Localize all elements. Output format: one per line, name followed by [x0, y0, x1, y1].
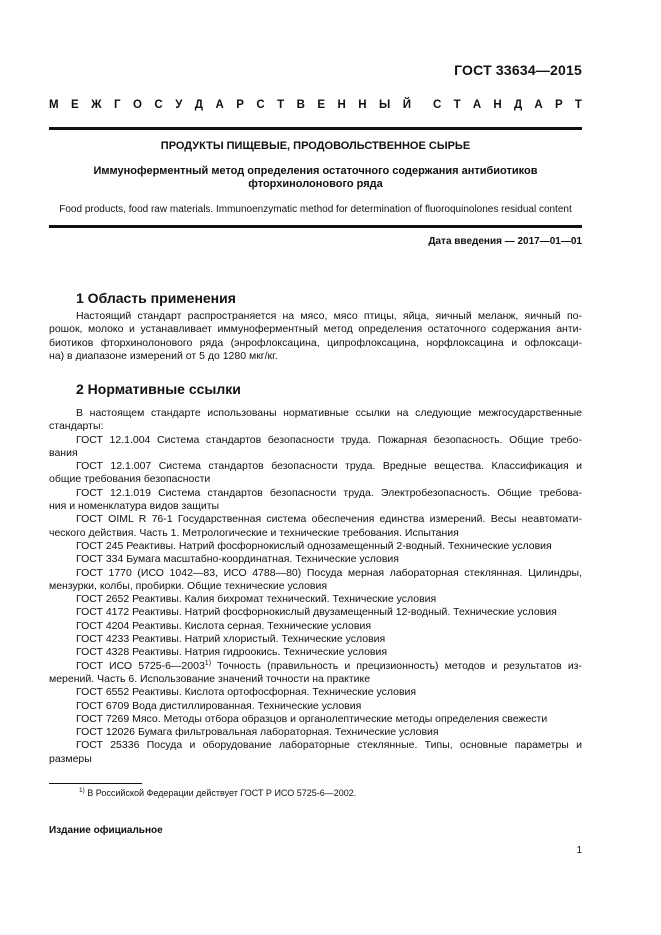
reference-item	[49, 567, 582, 594]
footnote	[79, 788, 356, 798]
reference-item	[49, 553, 582, 566]
reference-line: ГОСТ 7269 Мясо. Методы отбора образцов и органолептические методы определения свежести	[76, 712, 548, 725]
reference-line: ГОСТ 12.1.004 Система стандартов безопасности труда. Пожарная безопасность. Общие требо-	[76, 433, 582, 446]
reference-line: ГОСТ OIML R 76-1 Государственная система обеспечения единства измерений. Весы неавтомати-	[76, 513, 582, 526]
reference-item	[49, 540, 582, 553]
standard-code: ГОСТ 33634—2015	[454, 62, 582, 78]
reference-line: ГОСТ 2652 Реактивы. Калия бихромат технический. Технические условия	[76, 593, 437, 606]
reference-line: ГОСТ 12.1.007 Система стандартов безопасности труда. Вредные вещества. Классификация и	[76, 460, 582, 473]
text-line: рошок, молоко и устанавливает иммуноферментный метод определения остаточного содержания анти-	[49, 323, 582, 336]
section-heading-scope: 1 Область применения	[76, 290, 236, 306]
reference-line: ГОСТ 25336 Посуда и оборудование лабораторные стеклянные. Типы, основные параметры и	[76, 739, 582, 752]
reference-item	[49, 593, 582, 606]
reference-item	[49, 700, 582, 713]
reference-line: общие требования безопасности	[49, 473, 211, 486]
official-edition-label: Издание официальное	[49, 825, 163, 836]
reference-line: ГОСТ 12026 Бумага фильтровальная лабораторная. Технические условия	[76, 726, 439, 739]
reference-line: ГОСТ 4204 Реактивы. Кислота серная. Технические условия	[76, 619, 372, 632]
footnote-text: В Российской Федерации действует ГОСТ Р ИСО 5725-6—2002.	[84, 788, 357, 798]
header-rule	[49, 127, 582, 130]
reference-line: ГОСТ 245 Реактивы. Натрий фосфорнокислый однозамещенный 2-водный. Технические условия	[76, 539, 552, 552]
footnote-mark: 1)	[204, 659, 212, 667]
introduction-date: Дата введения — 2017—01—01	[428, 236, 582, 247]
reference-item	[49, 660, 582, 687]
document-title: ПРОДУКТЫ ПИЩЕВЫЕ, ПРОДОВОЛЬСТВЕННОЕ СЫРЬЕ	[160, 140, 471, 152]
section-heading-normative-references: 2 Нормативные ссылки	[76, 381, 241, 397]
reference-line: ГОСТ 4172 Реактивы. Натрий фосфорнокислый двузамещенный 12-водный. Технические условия	[76, 606, 557, 619]
reference-line: вания	[49, 446, 78, 459]
reference-item	[49, 739, 582, 766]
normative-references-list	[49, 407, 582, 766]
reference-entries	[49, 434, 582, 766]
reference-line: ГОСТ 6552 Реактивы. Кислота ортофосфорная. Технические условия	[76, 686, 417, 699]
reference-item	[49, 487, 582, 514]
document-subtitle	[49, 165, 582, 191]
reference-line: размеры	[49, 752, 92, 765]
reference-text: Точность (правильность и прецизионность) методов и результатов из-	[211, 659, 582, 672]
reference-item	[49, 633, 582, 646]
subtitle-line: Иммуноферментный метод определения остаточного содержания антибиотиков	[93, 165, 538, 177]
text-line: В настоящем стандарте использованы нормативные ссылки на следующие межгосударственные	[76, 407, 582, 419]
reference-code: ГОСТ ИСО 5725-6—2003	[76, 659, 205, 672]
reference-line: мерений. Часть 6. Использование значений точности на практике	[49, 672, 371, 685]
reference-line: ГОСТ 6709 Вода дистиллированная. Технические условия	[76, 699, 362, 712]
text-line: на) в диапазоне измерений от 5 до 1280 мкг/кг.	[49, 349, 278, 362]
text-line: стандарты:	[49, 420, 104, 433]
title-rule	[49, 225, 582, 228]
reference-line: ГОСТ 334 Бумага масштабно-координатная. Технические условия	[76, 553, 399, 566]
reference-line: ческого действия. Часть 1. Метрологические и технические требования. Испытания	[49, 526, 459, 539]
text-line: биотиков фторхинолонового ряда (энрофлоксацина, ципрофлоксацина, норфлоксацина и офлоксаци-	[49, 336, 582, 349]
reference-item	[49, 620, 582, 633]
document-title-english: Food products, food raw materials. Immunoenzymatic method for determination of fluoroquinolones residual content	[59, 204, 572, 215]
reference-item	[49, 713, 582, 726]
page-number: 1	[576, 845, 582, 856]
standard-type-banner	[49, 99, 582, 111]
text-line: Настоящий стандарт распространяется на мясо, мясо птицы, яйца, яичный меланж, яичный по-	[76, 310, 582, 322]
banner-word-interstate: М Е Ж Г О С У Д А Р С Т В Е Н Н Ы Й	[49, 99, 411, 111]
reference-line: ГОСТ 4328 Реактивы. Натрия гидроокись. Технические условия	[76, 646, 388, 659]
scope-paragraph	[49, 310, 582, 363]
reference-line: ГОСТ 1770 (ИСО 1042—83, ИСО 4788—80) Посуда мерная лабораторная стеклянная. Цилиндры,	[76, 566, 582, 579]
reference-item	[49, 513, 582, 540]
banner-word-standard: С Т А Н Д А Р Т	[433, 99, 582, 111]
reference-item	[49, 434, 582, 461]
reference-item	[49, 686, 582, 699]
reference-line: мензурки, колбы, пробирки. Общие технические условия	[49, 579, 328, 592]
reference-line: ГОСТ 4233 Реактивы. Натрий хлористый. Технические условия	[76, 633, 386, 646]
reference-item	[49, 646, 582, 659]
reference-item	[49, 606, 582, 619]
reference-line	[49, 660, 582, 673]
reference-line: ГОСТ 12.1.019 Система стандартов безопасности труда. Электробезопасность. Общие требова-	[76, 486, 582, 499]
footnote-mark: 1)	[79, 787, 85, 794]
reference-line: ния и номенклатура видов защиты	[49, 500, 220, 513]
reference-item	[49, 460, 582, 487]
subtitle-line: фторхинолонового ряда	[248, 178, 383, 190]
footnote-rule	[49, 783, 142, 784]
reference-item	[49, 726, 582, 739]
